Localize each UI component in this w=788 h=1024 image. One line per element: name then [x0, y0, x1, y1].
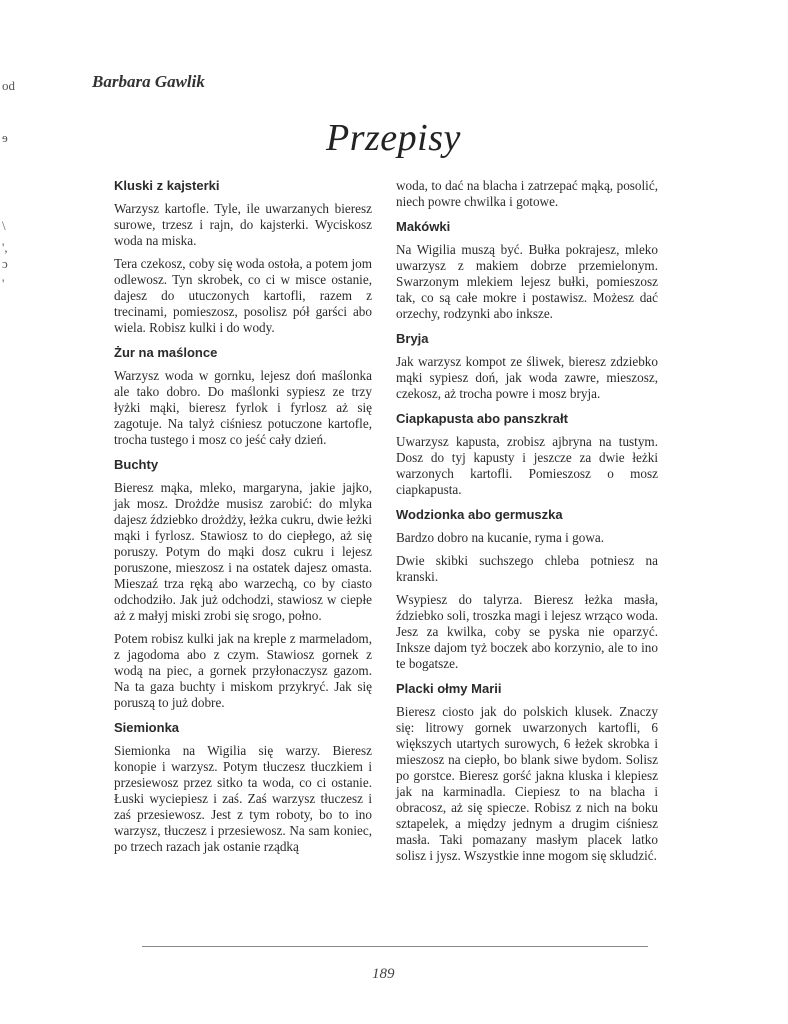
recipe-heading: Żur na maślonce: [114, 345, 218, 360]
recipe-wodzionka: [396, 507, 658, 672]
recipe-paragraph: Wsypiesz do talyrza. Bieresz łeżka masła, ździebko soli, troszka magi i lejesz wrząco woda. Jesz za kwilka, coby se pyska nie oparzyć. Inksze dajom tyż boczek abo korzynio, ale to ino te bogatsze.: [396, 592, 658, 671]
page-title: Przepisy: [326, 117, 461, 159]
right-column: [396, 178, 658, 873]
recipe-ciapkapusta: [396, 411, 658, 498]
recipe-heading: Wodzionka abo germuszka: [396, 507, 563, 522]
recipe-paragraph: Bieresz ciosto jak do polskich klusek. Znaczy się: litrowy gornek uwarzonych kartofli, 6 większych utartych surowych, 6 łeżek skrobka i mieszosz na ciepło, bo blank siwe bydom. Solisz po gorstce. Bieresz gorść jakna kluska i klepiesz jak na karminadla. Ciepiesz to na blacha i obracosz, aż się spiecze. Robisz z nich na boku sztapelek, a między jednym a drugim ciśniesz masła. Taki pomazany masłym placek latko solisz i jysz. Wszystkie inne mogom się skludzić.: [396, 704, 658, 863]
recipe-heading: Makówki: [396, 219, 451, 234]
recipe-paragraph: Na Wigilia muszą być. Bułka pokrajesz, mleko uwarzysz z makiem dobrze przemielonym. Swarzonym mlekiem lejesz bułki, pomieszosz tak, co są całe mokre i postawisz. Możesz dać orzechy, rodzynki abo inksze.: [396, 242, 658, 321]
recipe-paragraph: woda, to dać na blacha i zatrzepać mąką, posolić, niech powre chwilka i gotowe.: [396, 178, 658, 209]
edge-fragment-3: \: [2, 218, 6, 233]
recipe-heading: Kluski z kajsterki: [114, 178, 220, 193]
recipe-heading: Ciapkapusta abo panszkrałt: [396, 411, 568, 426]
author-name: Barbara Gawlik: [92, 72, 205, 91]
recipe-paragraph: Tera czekosz, coby się woda ostoła, a potem jom odlewosz. Tyn skrobek, co ci w misce ostanie, dajesz do utuczonych kartofli, razem z trecinami, pomieszosz, posolisz pół garści abo wiela. Robisz kulki i do wody.: [114, 256, 372, 335]
edge-fragment-1: od: [2, 78, 15, 93]
edge-fragment-6: ': [2, 276, 5, 291]
edge-fragment-5: ɔ: [2, 256, 8, 271]
recipe-siemionka: [114, 720, 372, 855]
recipe-paragraph: Potem robisz kulki jak na kreple z marmeladom, z jagodoma abo z czym. Stawiosz gornek z wodą na piec, a gornek przyłonaczysz gazom. Na ta gaza buchty i miskom przykryć. Jak się poruszą to już dobre.: [114, 631, 372, 710]
recipe-paragraph: Bieresz mąka, mleko, margaryna, jakie jajko, jak mosz. Drożdże musisz zarobić: do mlyka dajesz ździebko drożdży, łeżka cukru, dwie łeżki mąki i fyrlosz. Stawiosz to do ciepłego, aż się poruszy. Potym do mąki dosz cukru i lejesz poruszone, mieszosz i na ostatek dajesz omasta. Mieszaź trza ręką abo warzechą, co by ciasto odchodziło. Jak już odchodzi, stawiosz w ciepłe aż z małyj miski zrobi się srogo, połno.: [114, 480, 372, 623]
recipe-zur: [114, 345, 372, 448]
recipe-heading: Bryja: [396, 331, 429, 346]
left-column: [114, 178, 372, 864]
recipe-placki: [396, 681, 658, 864]
edge-fragment-2: ɘ: [2, 130, 8, 145]
recipe-heading: Buchty: [114, 457, 159, 472]
recipe-paragraph: Warzysz woda w gornku, lejesz doń maślonka ale tako dobro. Do maślonki sypiesz ze trzy łyżki mąki, bieresz fyrlok i fyrlosz aż się zagotuje. Na talyż ciśniesz potuczone kartofle, trocha tustego i mosz co jeść cały dzień.: [114, 368, 372, 447]
edge-fragment-4: ',: [2, 240, 8, 255]
recipe-bryja: [396, 331, 658, 402]
recipe-paragraph: Uwarzysz kapusta, zrobisz ajbryna na tustym. Dosz do tyj kapusty i jeszcze za dwie łeżki warzonych kartofli. Pomieszosz o mosz ciapkapusta.: [396, 434, 658, 497]
recipe-kluski: [114, 178, 372, 336]
recipe-heading: Placki ołmy Marii: [396, 681, 502, 696]
footer-divider: [142, 946, 648, 947]
recipe-paragraph: Bardzo dobro na kucanie, ryma i gowa.: [396, 530, 604, 545]
recipe-paragraph: Jak warzysz kompot ze śliwek, bieresz zdziebko mąki sypiesz doń, jak woda zawre, mieszosz, czekosz, aż trocha powre i mosz bryja.: [396, 354, 658, 401]
recipe-siemionka-continued: [396, 178, 658, 210]
recipe-paragraph: Dwie skibki suchszego chleba potniesz na kranski.: [396, 553, 658, 584]
recipe-makowki: [396, 219, 658, 322]
recipe-heading: Siemionka: [114, 720, 180, 735]
page-number: 189: [372, 966, 395, 982]
recipe-paragraph: Warzysz kartofle. Tyle, ile uwarzanych bieresz surowe, trzesz i rajn, do kajsterki. Wyciskosz woda na miska.: [114, 201, 372, 248]
recipe-buchty: [114, 457, 372, 711]
recipe-paragraph: Siemionka na Wigilia się warzy. Bieresz konopie i warzysz. Potym tłuczesz tłuczkiem i przesiewosz przez sitko ta woda, co ci ostanie. Łuski wyciepiesz i zaś. Zaś warzysz tłuczesz i zaś przesiewosz. Jest z tym roboty, bo to ino warzysz, tłuczesz i przesiewosz. Na sam koniec, po trzech razach jak ostanie rządką: [114, 743, 372, 854]
